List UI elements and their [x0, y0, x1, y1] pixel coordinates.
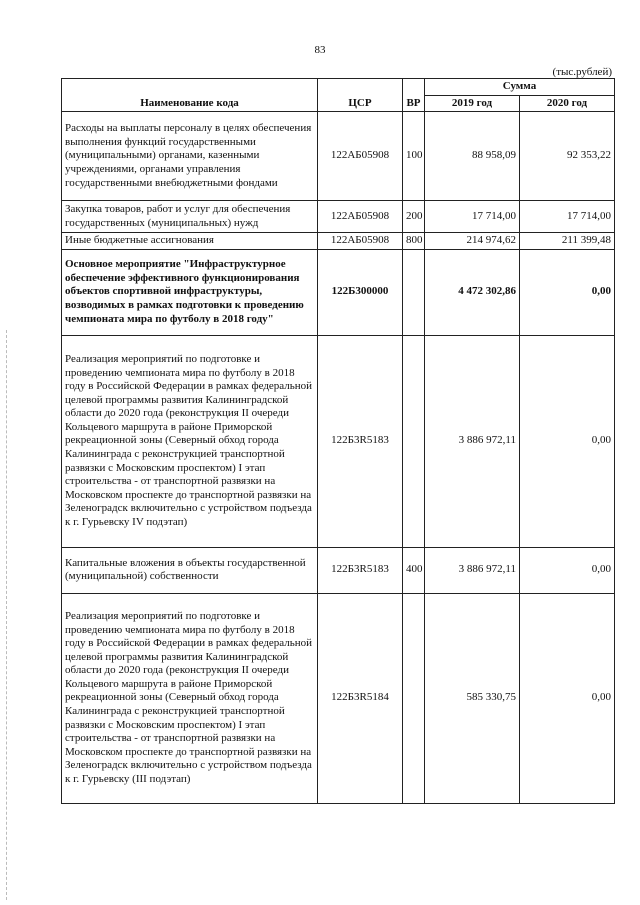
row-sum-2019: 17 714,00	[425, 201, 520, 233]
row-csr: 122Б3R5183	[318, 547, 403, 593]
row-sum-2019: 3 886 972,11	[425, 335, 520, 547]
header-csr: ЦСР	[318, 79, 403, 112]
table-row	[62, 249, 615, 335]
row-sum-2019: 88 958,09	[425, 112, 520, 201]
header-sum: Сумма	[425, 79, 615, 96]
row-csr: 122АБ05908	[318, 233, 403, 250]
header-row-top	[62, 79, 615, 96]
row-sum-2020: 17 714,00	[520, 201, 615, 233]
row-vr: 800	[403, 233, 425, 250]
row-sum-2020: 92 353,22	[520, 112, 615, 201]
budget-table	[61, 78, 615, 804]
row-csr: 122Б300000	[318, 249, 403, 335]
row-sum-2020: 0,00	[520, 547, 615, 593]
row-vr: 400	[403, 547, 425, 593]
row-name: Иные бюджетные ассигнования	[62, 233, 318, 250]
table-row	[62, 233, 615, 250]
row-sum-2019: 214 974,62	[425, 233, 520, 250]
row-name: Реализация мероприятий по подготовке и проведению чемпионата мира по футболу в 2018 году в Российской Федерации в рамках федеральной целевой программы развития Калининградской области до 2020 года (реконструкция II очереди Кольцевого маршрута в районе Приморской рекреационной зоны (Северный обход города Калининграда с реконструкцией транспортной развязки с Московским проспектом) I этап строительства - от транспортной развязки на Московском проспекте до транспортной развязки на Зеленоградск включительно с устройством подъезда к г. Гурьевску (III подэтап)	[62, 593, 318, 803]
row-vr: 200	[403, 201, 425, 233]
row-sum-2020: 0,00	[520, 335, 615, 547]
row-sum-2020: 0,00	[520, 249, 615, 335]
header-2020: 2020 год	[520, 95, 615, 112]
row-sum-2019: 585 330,75	[425, 593, 520, 803]
row-name: Расходы на выплаты персоналу в целях обеспечения выполнения функций государственными (муниципальными) органами, казенными учреждениями, органами управления государственными внебюджетными фондами	[62, 112, 318, 201]
table-row	[62, 112, 615, 201]
header-2019: 2019 год	[425, 95, 520, 112]
units-label: (тыс.рублей)	[552, 66, 612, 78]
row-csr: 122АБ05908	[318, 201, 403, 233]
row-sum-2020: 0,00	[520, 593, 615, 803]
header-vr: ВР	[403, 79, 425, 112]
header-name: Наименование кода	[62, 79, 318, 112]
row-sum-2020: 211 399,48	[520, 233, 615, 250]
table-row	[62, 335, 615, 547]
scan-edge-marks	[6, 330, 9, 900]
row-vr: 100	[403, 112, 425, 201]
table-row	[62, 547, 615, 593]
row-vr	[403, 335, 425, 547]
page-number: 83	[314, 44, 326, 56]
row-csr: 122Б3R5183	[318, 335, 403, 547]
row-name: Реализация мероприятий по подготовке и проведению чемпионата мира по футболу в 2018 году в Российской Федерации в рамках федеральной целевой программы развития Калининградской области до 2020 года (реконструкция II очереди Кольцевого маршрута в районе Приморской рекреационной зоны (Северный обход города Калининграда с реконструкцией транспортной развязки с Московским проспектом) I этап строительства - от транспортной развязки на Московском проспекте до транспортной развязки на Зеленоградск включительно с устройством подъезда к г. Гурьевску IV подэтап)	[62, 335, 318, 547]
table-row	[62, 201, 615, 233]
row-csr: 122Б3R5184	[318, 593, 403, 803]
row-vr	[403, 249, 425, 335]
row-name: Основное мероприятие "Инфраструктурное обеспечение эффективного функционирования объектов спортивной инфраструктуры, возводимых в рамках подготовки к проведению чемпионата мира по футболу в 2018 году"	[62, 249, 318, 335]
row-sum-2019: 3 886 972,11	[425, 547, 520, 593]
row-vr	[403, 593, 425, 803]
row-name: Закупка товаров, работ и услуг для обеспечения государственных (муниципальных) нужд	[62, 201, 318, 233]
row-sum-2019: 4 472 302,86	[425, 249, 520, 335]
row-csr: 122АБ05908	[318, 112, 403, 201]
row-name: Капитальные вложения в объекты государственной (муниципальной) собственности	[62, 547, 318, 593]
table-row	[62, 593, 615, 803]
